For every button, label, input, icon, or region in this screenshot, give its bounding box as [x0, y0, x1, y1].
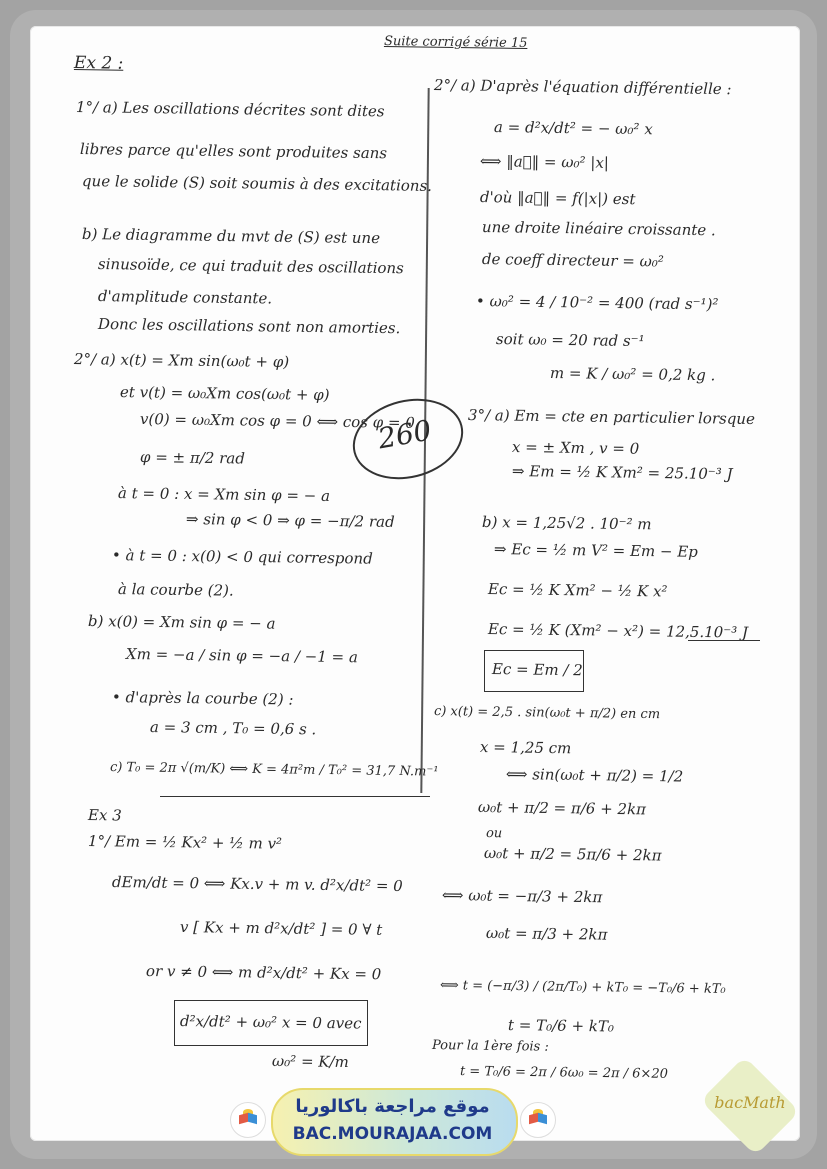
- right-q2a-line: a = d²x/dt² = − ω₀² x: [493, 118, 653, 139]
- ex3-line: d²x/dt² + ω₀² x = 0 avec: [179, 1012, 362, 1033]
- left-q2a-line: ⇒ sin φ < 0 ⇒ φ = −π/2 rad: [185, 510, 395, 531]
- right-q3c-line: ω₀t + π/2 = π/6 + 2kπ: [477, 798, 647, 819]
- left-q1a-line: libres parce qu'elles sont produites sans: [79, 140, 388, 163]
- right-q3b-line: Ec = ½ K (Xm² − x²) = 12,5.10⁻³ J: [487, 620, 749, 642]
- right-q3a-line: x = ± Xm , v = 0: [511, 438, 640, 458]
- left-q1b-line: Donc les oscillations sont non amorties.: [97, 315, 401, 338]
- ex3-line: ω₀² = K/m: [271, 1052, 349, 1072]
- right-q2a-line: ⟺ ‖a⃗‖ = ω₀² |x|: [479, 152, 610, 172]
- book-logo-icon: [520, 1102, 556, 1138]
- left-q2b-line: • d'après la courbe (2) :: [111, 688, 294, 709]
- right-q2a-line: m = K / ω₀² = 0,2 kg .: [549, 364, 716, 385]
- ex3-line: or v ≠ 0 ⟺ m d²x/dt² + Kx = 0: [145, 962, 382, 984]
- right-q3c-line: ω₀t + π/2 = 5π/6 + 2kπ: [483, 844, 662, 865]
- top-note: Suite corrigé série 15: [383, 34, 528, 52]
- footer-site-name[interactable]: موقع مراجعة باكالوريا: [295, 1096, 490, 1117]
- right-q2a-line: • ω₀² = 4 / 10⁻² = 400 (rad s⁻¹)²: [475, 292, 719, 314]
- page-number: 260: [375, 413, 434, 456]
- left-q2b-line: Xm = −a / sin φ = −a / −1 = a: [125, 645, 359, 667]
- right-q3b-line: ⇒ Ec = ½ m V² = Em − Ep: [493, 540, 698, 561]
- right-q3c-line: ⟺ sin(ω₀t + π/2) = 1/2: [505, 765, 684, 786]
- left-q1b-line: b) Le diagramme du mvt de (S) est une: [81, 225, 381, 248]
- ex3-label: Ex 3: [87, 806, 122, 825]
- right-q2a-line: une droite linéaire croissante .: [481, 218, 716, 240]
- left-q2a-line: • à t = 0 : x(0) < 0 qui correspond: [111, 546, 373, 568]
- right-q3b-line: b) x = 1,25√2 . 10⁻² m: [481, 513, 652, 534]
- ex3-line: 1°/ Em = ½ Kx² + ½ m v²: [87, 832, 283, 853]
- left-q2a-line: et v(t) = ω₀Xm cos(ω₀t + φ): [119, 383, 330, 404]
- ex3-line: dEm/dt = 0 ⟺ Kx.v + m v. d²x/dt² = 0: [111, 873, 403, 896]
- right-q3c-line: ⟺ ω₀t = −π/3 + 2kπ: [441, 886, 603, 907]
- result-underline: [688, 640, 760, 641]
- left-q2a-line: v(0) = ω₀Xm cos φ = 0 ⟺ cos φ = 0: [139, 410, 415, 432]
- right-q2a-line: de coeff directeur = ω₀²: [481, 250, 665, 271]
- exercise-label: Ex 2 :: [73, 53, 124, 74]
- right-q3c-line: c) x(t) = 2,5 . sin(ω₀t + π/2) en cm: [433, 704, 661, 723]
- book-logo-icon: [230, 1102, 266, 1138]
- left-q2a-line: 2°/ a) x(t) = Xm sin(ω₀t + φ): [73, 350, 290, 372]
- right-q3c-line: x = 1,25 cm: [479, 738, 572, 758]
- right-q3c-line: Pour la 1ère fois :: [431, 1038, 549, 1055]
- right-q2a-line: 2°/ a) D'après l'équation différentielle :: [433, 76, 732, 99]
- ex3-line: v [ Kx + m d²x/dt² ] = 0 ∀ t: [179, 918, 383, 939]
- right-q3b-line: Ec = ½ K Xm² − ½ K x²: [487, 580, 668, 601]
- left-q1a-line: 1°/ a) Les oscillations décrites sont dites: [75, 98, 385, 121]
- left-q2c-line: c) T₀ = 2π √(m/K) ⟺ K = 4π²m / T₀² = 31,7 N.m⁻¹: [109, 760, 439, 780]
- footer-url-link[interactable]: BAC.MOURAJAA.COM: [292, 1124, 493, 1144]
- right-q3c-line: t = T₀/6 = 2π / 6ω₀ = 2π / 6×20: [459, 1064, 669, 1082]
- right-q3b-line: Ec = Em / 2: [491, 660, 583, 680]
- right-q3a-line: ⇒ Em = ½ K Xm² = 25.10⁻³ J: [511, 462, 733, 484]
- right-q2a-line: soit ω₀ = 20 rad s⁻¹: [495, 330, 645, 351]
- right-q3c-line: ⟺ t = (−π/3) / (2π/T₀) + kT₀ = −T₀/6 + kT₀: [439, 978, 726, 997]
- right-q3c-line: t = T₀/6 + kT₀: [507, 1016, 615, 1036]
- left-q2a-line: à t = 0 : x = Xm sin φ = − a: [117, 484, 331, 505]
- left-q1b-line: sinusoïde, ce qui traduit des oscillations: [97, 255, 404, 278]
- left-q2b-line: a = 3 cm , T₀ = 0,6 s .: [149, 718, 317, 739]
- right-q2a-line: d'où ‖a⃗‖ = f(|x|) est: [479, 188, 636, 209]
- right-q3c-line: ω₀t = π/3 + 2kπ: [485, 924, 608, 944]
- left-q2b-line: b) x(0) = Xm sin φ = − a: [87, 612, 276, 633]
- left-q1a-line: que le solide (S) soit soumis à des excitations.: [81, 172, 433, 195]
- right-q3c-line: ou: [485, 826, 503, 842]
- bacmath-badge-text: bacMath: [714, 1093, 786, 1112]
- left-q2a-line: à la courbe (2).: [117, 580, 234, 600]
- left-q2a-line: φ = ± π/2 rad: [139, 448, 246, 468]
- section-underline: [160, 796, 430, 797]
- right-q3a-line: 3°/ a) Em = cte en particulier lorsque: [467, 406, 756, 429]
- left-q1b-line: d'amplitude constante.: [97, 287, 273, 308]
